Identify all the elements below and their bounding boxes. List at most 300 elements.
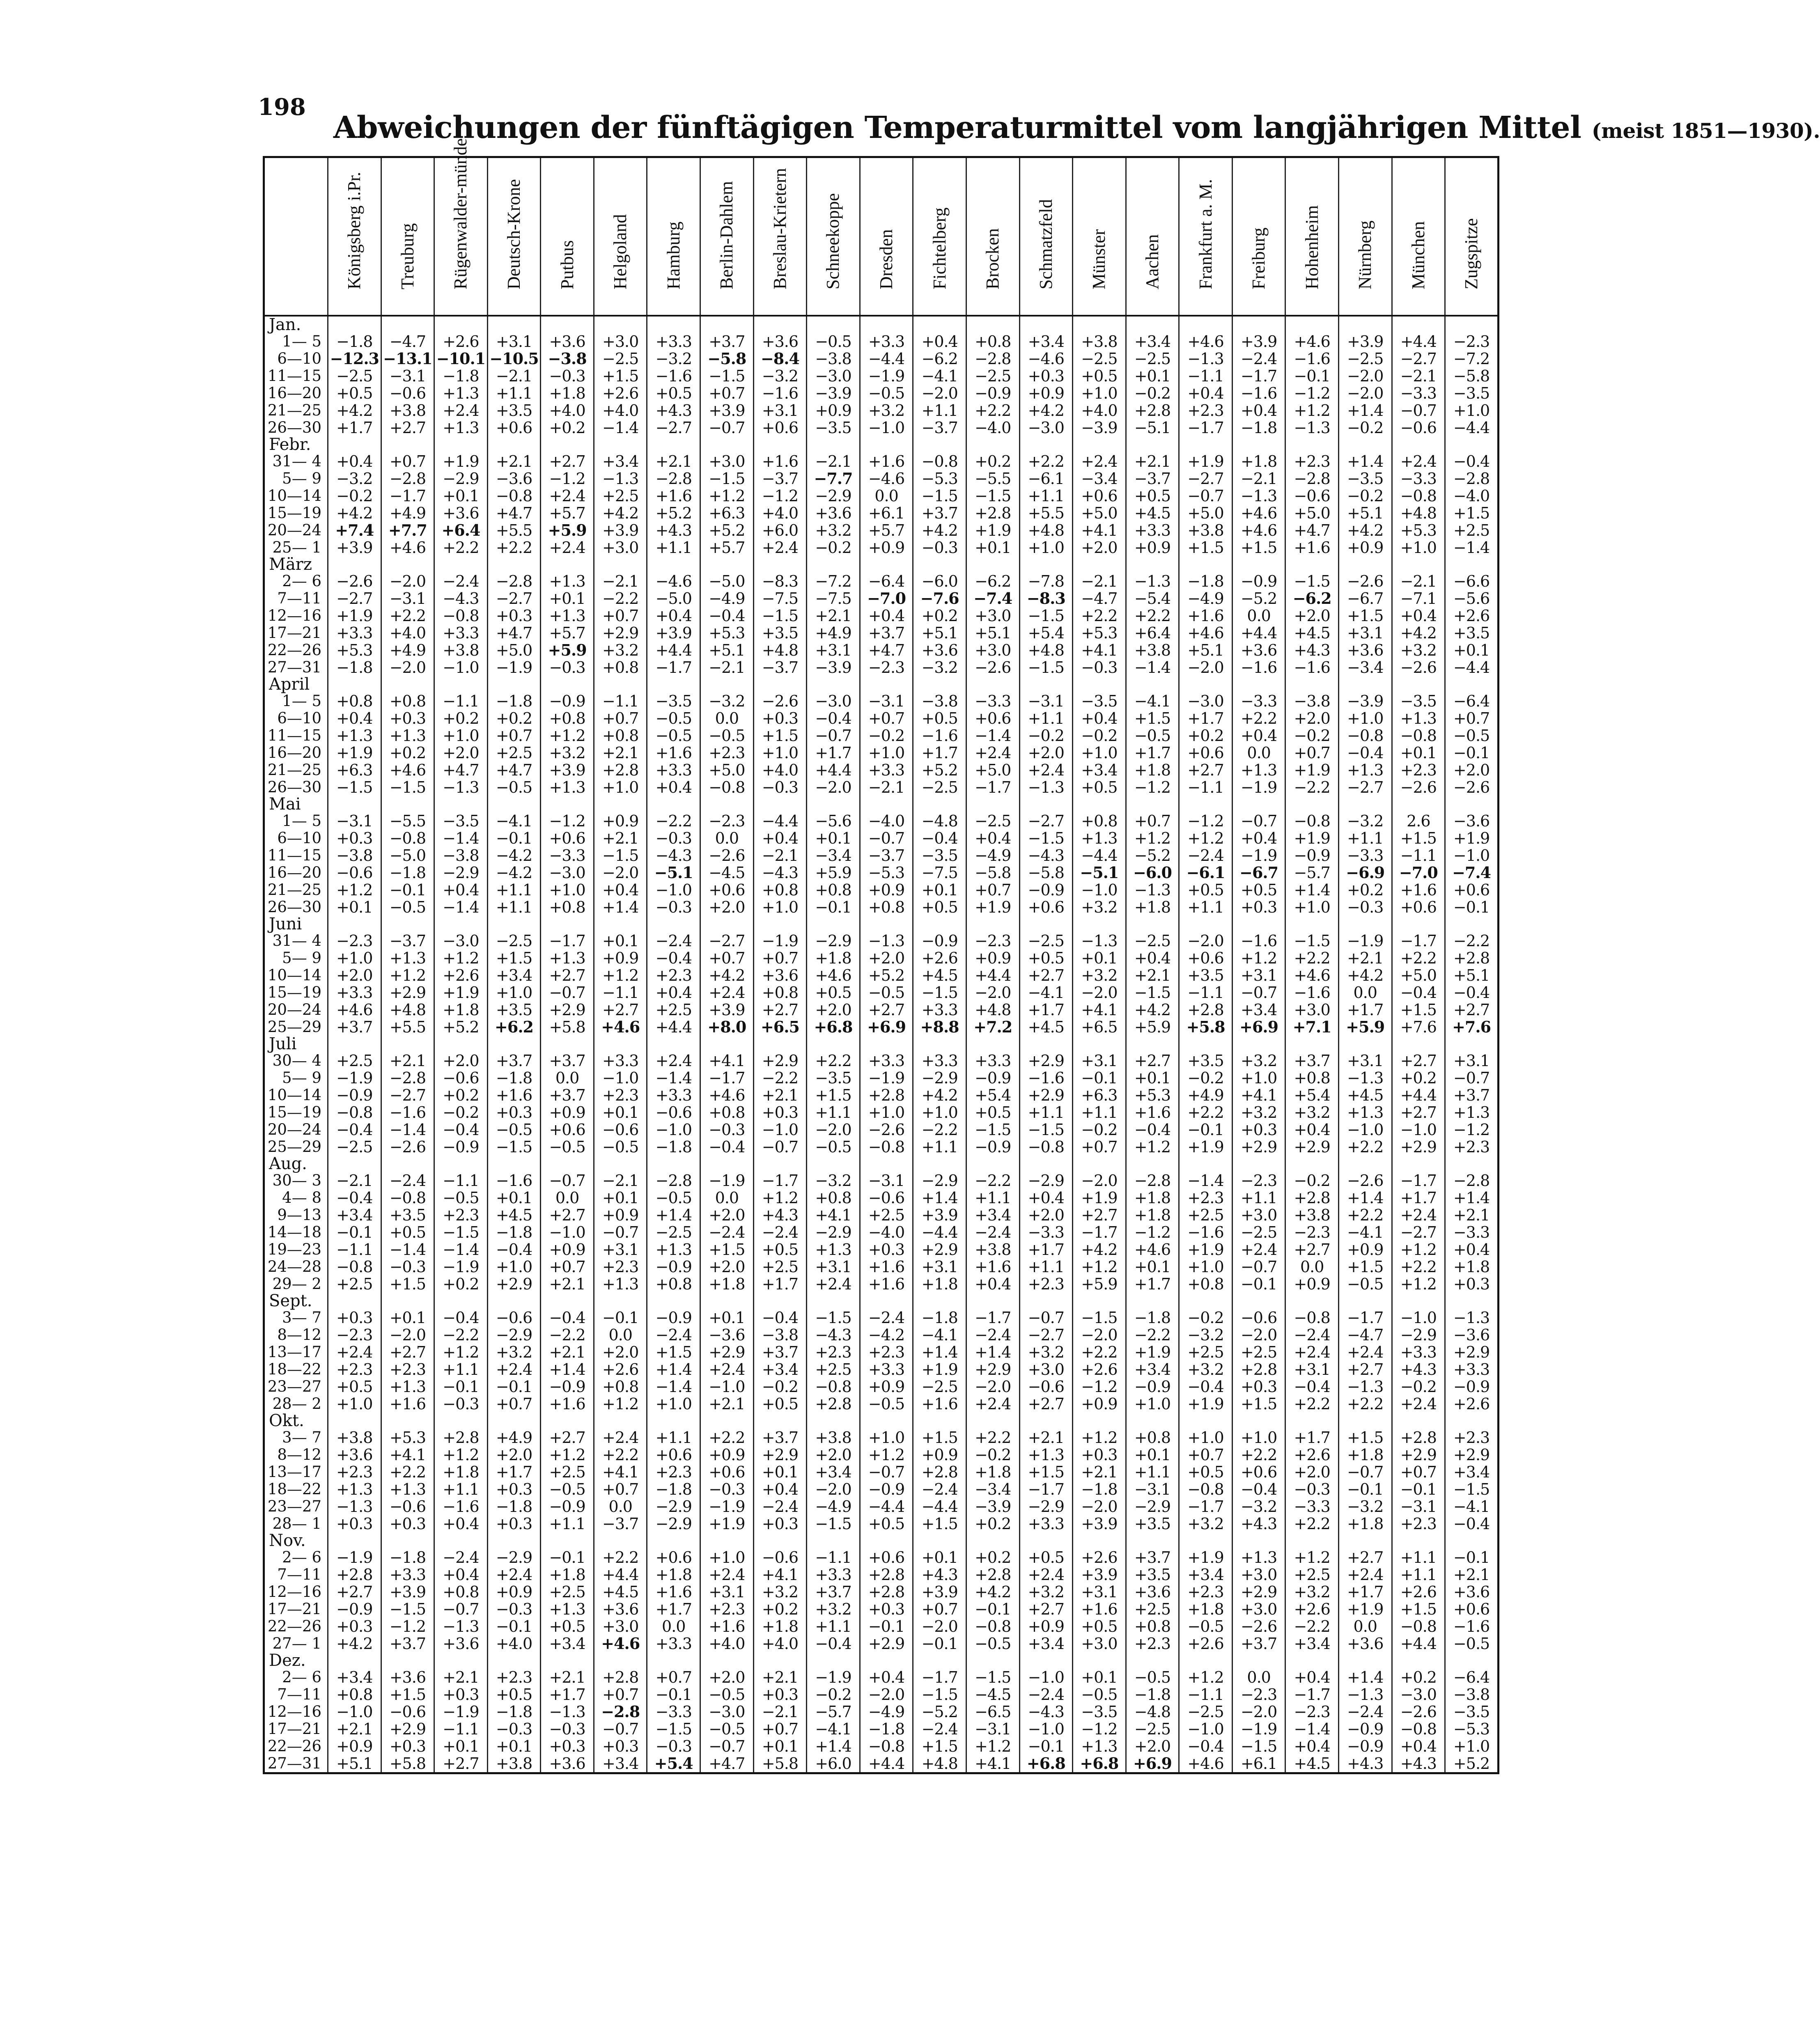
value-cell: −7.2 xyxy=(1445,350,1499,367)
value-cell: +4.1 xyxy=(1073,642,1126,659)
value-cell: +5.8 xyxy=(541,1018,594,1036)
value-cell: −3.2 xyxy=(700,693,754,710)
month-label: Febr. xyxy=(269,435,311,454)
value-cell: +1.7 xyxy=(1285,1429,1339,1446)
value-cell: +4.7 xyxy=(700,1755,754,1773)
empty-cell xyxy=(966,1652,1019,1669)
value-cell: −3.3 xyxy=(1019,1224,1073,1241)
value-cell: −0.8 xyxy=(1392,1720,1445,1738)
value-cell: +0.3 xyxy=(381,710,434,727)
value-cell: +3.4 xyxy=(594,1755,647,1773)
value-cell: +2.9 xyxy=(487,1275,541,1293)
value-cell: +0.9 xyxy=(594,949,647,967)
pentad-label: 24—28 xyxy=(267,1258,321,1275)
table-row xyxy=(264,727,1499,744)
value-cell: −3.0 xyxy=(1019,419,1073,436)
value-cell: +3.3 xyxy=(328,624,381,642)
value-cell: +2.7 xyxy=(381,1344,434,1361)
empty-cell xyxy=(381,1036,434,1052)
value-cell: +4.5 xyxy=(1285,624,1339,642)
value-cell: +1.5 xyxy=(1338,607,1392,624)
value-cell: +1.3 xyxy=(541,573,594,590)
value-cell: +2.7 xyxy=(1073,1206,1126,1224)
value-cell: −0.3 xyxy=(434,1395,488,1413)
value-cell: +4.6 xyxy=(700,1087,754,1104)
value-cell: −1.8 xyxy=(328,659,381,676)
value-cell: −0.3 xyxy=(1285,1481,1339,1498)
pentad-label: 23—27 xyxy=(267,1498,321,1515)
value-cell: +2.4 xyxy=(1338,1344,1392,1361)
value-cell: +2.7 xyxy=(541,453,594,470)
value-cell: +1.9 xyxy=(1179,1395,1232,1413)
pentad-label: 1— 5 xyxy=(282,812,321,830)
value-cell: +0.3 xyxy=(434,1686,488,1703)
value-cell: +2.6 xyxy=(594,385,647,402)
value-cell: +1.1 xyxy=(434,1481,488,1498)
value-cell: 0.0 xyxy=(1232,744,1285,761)
value-cell: −0.1 xyxy=(1179,1121,1232,1138)
table-row xyxy=(264,1703,1499,1720)
value-cell: +1.6 xyxy=(1285,539,1339,556)
value-cell: −1.0 xyxy=(1019,1669,1073,1686)
value-cell: +0.1 xyxy=(807,830,860,847)
value-cell: −4.2 xyxy=(487,847,541,864)
pentad-label: 12—16 xyxy=(267,607,321,624)
value-cell: −1.4 xyxy=(647,1378,700,1395)
value-cell: +3.6 xyxy=(807,505,860,522)
value-cell: +8.8 xyxy=(913,1018,966,1036)
table-row xyxy=(264,1720,1499,1738)
value-cell: −0.9 xyxy=(541,693,594,710)
empty-cell xyxy=(1338,436,1392,453)
month-row xyxy=(264,436,1499,453)
value-cell: +4.1 xyxy=(594,1463,647,1481)
value-cell: −1.5 xyxy=(753,607,807,624)
value-cell: +5.1 xyxy=(328,1755,381,1773)
value-cell: +2.9 xyxy=(1285,1138,1339,1156)
value-cell: +2.1 xyxy=(1126,967,1179,984)
value-cell: +0.8 xyxy=(1073,812,1126,830)
empty-cell xyxy=(1338,1413,1392,1429)
value-cell: +3.2 xyxy=(1073,899,1126,916)
value-cell: +1.1 xyxy=(647,539,700,556)
empty-cell xyxy=(700,556,754,573)
value-cell: +3.4 xyxy=(541,1635,594,1652)
empty-cell xyxy=(434,1652,488,1669)
value-cell: +0.6 xyxy=(647,1549,700,1566)
value-cell: −2.4 xyxy=(1338,1703,1392,1720)
value-cell: +1.1 xyxy=(1392,1566,1445,1583)
value-cell: +4.4 xyxy=(807,761,860,779)
value-cell: +0.4 xyxy=(434,1566,488,1583)
value-cell: −2.3 xyxy=(966,932,1019,949)
value-cell: +2.5 xyxy=(1179,1344,1232,1361)
station-header xyxy=(1073,157,1126,316)
value-cell: −0.8 xyxy=(1019,1138,1073,1156)
value-cell: +2.8 xyxy=(434,1429,488,1446)
value-cell: +1.4 xyxy=(594,899,647,916)
value-cell: −2.3 xyxy=(1285,1703,1339,1720)
value-cell: +0.1 xyxy=(487,1738,541,1755)
value-cell: +2.2 xyxy=(966,402,1019,419)
value-cell: +3.2 xyxy=(541,744,594,761)
value-cell: +1.2 xyxy=(966,1738,1019,1755)
value-cell: +3.3 xyxy=(381,1566,434,1583)
station-header xyxy=(1126,157,1179,316)
value-cell: −1.0 xyxy=(647,1121,700,1138)
value-cell: +5.4 xyxy=(1285,1087,1339,1104)
value-cell: +2.0 xyxy=(1285,710,1339,727)
value-cell: −1.4 xyxy=(434,1241,488,1258)
empty-cell xyxy=(1232,916,1285,932)
value-cell: +2.3 xyxy=(1179,402,1232,419)
value-cell: −3.6 xyxy=(1445,812,1499,830)
value-cell: +0.7 xyxy=(700,385,754,402)
value-cell: −2.2 xyxy=(434,1326,488,1344)
pentad-label: 27— 1 xyxy=(272,1635,321,1652)
value-cell: +0.6 xyxy=(1445,881,1499,899)
value-cell: +2.9 xyxy=(860,1635,913,1652)
value-cell: +4.0 xyxy=(487,1635,541,1652)
value-cell: −3.5 xyxy=(807,1069,860,1087)
empty-cell xyxy=(594,676,647,693)
value-cell: +3.9 xyxy=(1232,333,1285,350)
value-cell: −3.2 xyxy=(753,367,807,385)
value-cell: +4.5 xyxy=(594,1583,647,1601)
value-cell: +2.1 xyxy=(594,830,647,847)
empty-cell xyxy=(966,556,1019,573)
value-cell: −1.5 xyxy=(381,779,434,796)
value-cell: +2.4 xyxy=(487,1361,541,1378)
value-cell: −1.3 xyxy=(541,1703,594,1720)
pentad-label: 16—20 xyxy=(267,864,321,881)
table-row xyxy=(264,642,1499,659)
value-cell: −1.3 xyxy=(1019,779,1073,796)
value-cell: +1.7 xyxy=(328,419,381,436)
value-cell: +0.8 xyxy=(1285,1069,1339,1087)
value-cell: +4.2 xyxy=(700,967,754,984)
value-cell: +0.3 xyxy=(487,1104,541,1121)
empty-cell xyxy=(594,1293,647,1309)
value-cell: +1.3 xyxy=(381,949,434,967)
value-cell: +2.0 xyxy=(1126,1738,1179,1755)
value-cell: −0.1 xyxy=(487,1618,541,1635)
value-cell: −0.3 xyxy=(700,1121,754,1138)
value-cell: −5.1 xyxy=(647,864,700,881)
value-cell: −1.3 xyxy=(434,779,488,796)
value-cell: +2.1 xyxy=(1445,1206,1499,1224)
value-cell: +4.2 xyxy=(1392,624,1445,642)
value-cell: +0.7 xyxy=(594,710,647,727)
empty-cell xyxy=(1392,1156,1445,1172)
value-cell: 0.0 xyxy=(1232,1669,1285,1686)
value-cell: −2.7 xyxy=(328,590,381,607)
value-cell: −0.2 xyxy=(434,1104,488,1121)
value-cell: +3.9 xyxy=(381,1583,434,1601)
value-cell: +3.3 xyxy=(1445,1361,1499,1378)
value-cell: −2.5 xyxy=(966,812,1019,830)
value-cell: −1.0 xyxy=(1179,1720,1232,1738)
value-cell: +6.3 xyxy=(1073,1087,1126,1104)
value-cell: −2.6 xyxy=(1232,1618,1285,1635)
value-cell: +4.8 xyxy=(1392,505,1445,522)
value-cell: +0.2 xyxy=(381,744,434,761)
empty-cell xyxy=(966,676,1019,693)
empty-cell xyxy=(381,556,434,573)
value-cell: +0.8 xyxy=(328,693,381,710)
value-cell: +0.2 xyxy=(487,710,541,727)
value-cell: −3.4 xyxy=(1073,470,1126,487)
value-cell: +1.2 xyxy=(1285,1549,1339,1566)
value-cell: −2.0 xyxy=(1179,659,1232,676)
value-cell: −1.0 xyxy=(1392,1121,1445,1138)
value-cell: −1.7 xyxy=(381,487,434,505)
value-cell: +0.2 xyxy=(434,710,488,727)
value-cell: +1.5 xyxy=(594,367,647,385)
station-header xyxy=(647,157,700,316)
pentad-label: 31— 4 xyxy=(272,932,321,949)
value-cell: −0.8 xyxy=(1338,727,1392,744)
value-cell: −1.4 xyxy=(434,830,488,847)
table-row xyxy=(264,607,1499,624)
value-cell: +3.2 xyxy=(1285,1583,1339,1601)
value-cell: −1.9 xyxy=(328,1549,381,1566)
value-cell: −2.1 xyxy=(753,847,807,864)
value-cell: −0.2 xyxy=(1179,1309,1232,1326)
value-cell: +0.3 xyxy=(1232,1378,1285,1395)
value-cell: −0.5 xyxy=(700,1720,754,1738)
value-cell: −0.8 xyxy=(1392,727,1445,744)
value-cell: +3.7 xyxy=(753,1344,807,1361)
value-cell: +3.3 xyxy=(966,1052,1019,1069)
value-cell: +3.6 xyxy=(434,505,488,522)
value-cell: −3.6 xyxy=(1445,1326,1499,1344)
empty-cell xyxy=(1073,556,1126,573)
value-cell: +1.8 xyxy=(1338,1446,1392,1463)
value-cell: −0.6 xyxy=(647,1104,700,1121)
empty-cell xyxy=(700,916,754,932)
empty-cell xyxy=(807,916,860,932)
value-cell: +2.9 xyxy=(1392,1446,1445,1463)
empty-cell xyxy=(541,556,594,573)
table-row xyxy=(264,1583,1499,1601)
value-cell: −2.5 xyxy=(1232,1224,1285,1241)
value-cell: +3.8 xyxy=(1179,522,1232,539)
value-cell: +3.0 xyxy=(700,453,754,470)
value-cell: −0.1 xyxy=(541,1549,594,1566)
value-cell: +0.4 xyxy=(966,1275,1019,1293)
value-cell: +5.1 xyxy=(1179,642,1232,659)
value-cell: −2.7 xyxy=(647,419,700,436)
value-cell: +2.7 xyxy=(1392,1104,1445,1121)
value-cell: +1.0 xyxy=(1179,1429,1232,1446)
value-cell: +2.8 xyxy=(860,1583,913,1601)
value-cell: −1.0 xyxy=(594,1069,647,1087)
value-cell: −3.0 xyxy=(1179,693,1232,710)
value-cell: −1.3 xyxy=(1338,1378,1392,1395)
value-cell: −4.0 xyxy=(1445,487,1499,505)
value-cell: −0.4 xyxy=(700,1138,754,1156)
value-cell: +2.2 xyxy=(1338,1138,1392,1156)
value-cell: +3.5 xyxy=(381,1206,434,1224)
value-cell: +0.5 xyxy=(1179,1463,1232,1481)
value-cell: −2.0 xyxy=(594,864,647,881)
value-cell: −2.9 xyxy=(1392,1326,1445,1344)
value-cell: +5.1 xyxy=(1338,505,1392,522)
value-cell: −0.5 xyxy=(807,1138,860,1156)
value-cell: −3.3 xyxy=(1232,693,1285,710)
value-cell: +0.1 xyxy=(434,1738,488,1755)
value-cell: −7.0 xyxy=(860,590,913,607)
value-cell: +1.7 xyxy=(913,744,966,761)
value-cell: +1.5 xyxy=(487,949,541,967)
value-cell: +1.9 xyxy=(1179,1241,1232,1258)
table-row xyxy=(264,881,1499,899)
value-cell: −2.9 xyxy=(487,1326,541,1344)
value-cell: +0.2 xyxy=(1392,1669,1445,1686)
empty-cell xyxy=(860,436,913,453)
value-cell: +0.5 xyxy=(1019,1549,1073,1566)
table-row xyxy=(264,1618,1499,1635)
empty-cell xyxy=(753,436,807,453)
value-cell: −0.9 xyxy=(1338,1738,1392,1755)
empty-cell xyxy=(700,316,754,333)
value-cell: −3.9 xyxy=(807,659,860,676)
value-cell: +3.6 xyxy=(753,333,807,350)
value-cell: +3.3 xyxy=(594,1052,647,1069)
value-cell: −1.2 xyxy=(1126,779,1179,796)
empty-cell xyxy=(860,316,913,333)
value-cell: +2.9 xyxy=(966,1361,1019,1378)
value-cell: −4.9 xyxy=(860,1703,913,1720)
value-cell: +2.3 xyxy=(1019,1275,1073,1293)
empty-cell xyxy=(434,676,488,693)
value-cell: +0.5 xyxy=(860,1515,913,1532)
value-cell: +2.1 xyxy=(1126,453,1179,470)
value-cell: −0.3 xyxy=(1073,659,1126,676)
value-cell: +4.4 xyxy=(966,967,1019,984)
table-row xyxy=(264,984,1499,1001)
value-cell: +1.0 xyxy=(1073,385,1126,402)
value-cell: +5.7 xyxy=(700,539,754,556)
value-cell: −0.3 xyxy=(541,1720,594,1738)
value-cell: +1.2 xyxy=(753,1189,807,1206)
value-cell: +3.9 xyxy=(913,1583,966,1601)
empty-cell xyxy=(1392,556,1445,573)
value-cell: −1.4 xyxy=(1445,539,1499,556)
value-cell: −2.7 xyxy=(1392,350,1445,367)
value-cell: +0.5 xyxy=(647,385,700,402)
value-cell: −1.6 xyxy=(913,727,966,744)
value-cell: +6.8 xyxy=(807,1018,860,1036)
value-cell: +2.4 xyxy=(1073,453,1126,470)
value-cell: +1.6 xyxy=(860,1275,913,1293)
pentad-label: 21—25 xyxy=(267,401,321,419)
value-cell: −6.2 xyxy=(966,573,1019,590)
empty-cell xyxy=(541,676,594,693)
value-cell: −4.4 xyxy=(860,1498,913,1515)
value-cell: −0.5 xyxy=(1445,727,1499,744)
table-row xyxy=(264,1001,1499,1018)
value-cell: +3.2 xyxy=(860,402,913,419)
empty-cell xyxy=(487,1532,541,1549)
value-cell: −5.0 xyxy=(381,847,434,864)
value-cell: +0.1 xyxy=(913,1549,966,1566)
value-cell: −3.5 xyxy=(647,693,700,710)
value-cell: −0.6 xyxy=(381,385,434,402)
value-cell: −0.4 xyxy=(1338,744,1392,761)
value-cell: −1.2 xyxy=(1445,1121,1499,1138)
value-cell: +3.3 xyxy=(647,1087,700,1104)
empty-cell xyxy=(807,1036,860,1052)
value-cell: −4.6 xyxy=(647,573,700,590)
empty-cell xyxy=(541,1532,594,1549)
value-cell: −2.1 xyxy=(700,659,754,676)
empty-cell xyxy=(381,436,434,453)
value-cell: +0.8 xyxy=(541,710,594,727)
value-cell: +0.1 xyxy=(753,1463,807,1481)
value-cell: +3.4 xyxy=(1126,333,1179,350)
value-cell: +1.1 xyxy=(1019,487,1073,505)
value-cell: +2.6 xyxy=(434,967,488,984)
value-cell: +1.7 xyxy=(1392,1189,1445,1206)
value-cell: −1.0 xyxy=(700,1378,754,1395)
empty-cell xyxy=(647,316,700,333)
value-cell: +2.1 xyxy=(1073,1463,1126,1481)
value-cell: +1.1 xyxy=(966,1189,1019,1206)
value-cell: −0.2 xyxy=(807,1686,860,1703)
value-cell: +2.6 xyxy=(1073,1549,1126,1566)
value-cell: −3.1 xyxy=(381,367,434,385)
value-cell: −2.1 xyxy=(594,573,647,590)
title-subtitle: (meist 1851—1930). xyxy=(1591,119,1820,143)
value-cell: +1.5 xyxy=(1338,1258,1392,1275)
empty-cell xyxy=(381,1532,434,1549)
value-cell: −0.5 xyxy=(1126,1669,1179,1686)
value-cell: +4.5 xyxy=(1019,1018,1073,1036)
value-cell: +5.4 xyxy=(1019,624,1073,642)
empty-cell xyxy=(381,1293,434,1309)
value-cell: −2.6 xyxy=(966,659,1019,676)
value-cell: +3.2 xyxy=(594,642,647,659)
value-cell: −2.0 xyxy=(1179,932,1232,949)
empty-cell xyxy=(1126,1413,1179,1429)
value-cell: +1.0 xyxy=(1392,539,1445,556)
value-cell: +2.6 xyxy=(434,333,488,350)
pentad-label: 8—12 xyxy=(277,1446,321,1463)
value-cell: −1.3 xyxy=(860,932,913,949)
value-cell: −3.3 xyxy=(647,1703,700,1720)
value-cell: +3.0 xyxy=(1019,1361,1073,1378)
value-cell: +4.9 xyxy=(381,505,434,522)
table-row xyxy=(264,1087,1499,1104)
value-cell: −2.8 xyxy=(647,1172,700,1189)
value-cell: +1.2 xyxy=(381,967,434,984)
value-cell: +3.3 xyxy=(913,1001,966,1018)
value-cell: −6.7 xyxy=(1338,590,1392,607)
pentad-label: 18—22 xyxy=(267,1480,321,1498)
table-row xyxy=(264,367,1499,385)
value-cell: +1.9 xyxy=(700,1515,754,1532)
value-cell: +0.8 xyxy=(594,727,647,744)
empty-cell xyxy=(860,796,913,812)
empty-cell xyxy=(381,1156,434,1172)
empty-cell xyxy=(647,1156,700,1172)
value-cell: +0.6 xyxy=(700,1463,754,1481)
value-cell: −5.5 xyxy=(966,470,1019,487)
empty-cell xyxy=(328,796,381,812)
empty-cell xyxy=(1338,316,1392,333)
